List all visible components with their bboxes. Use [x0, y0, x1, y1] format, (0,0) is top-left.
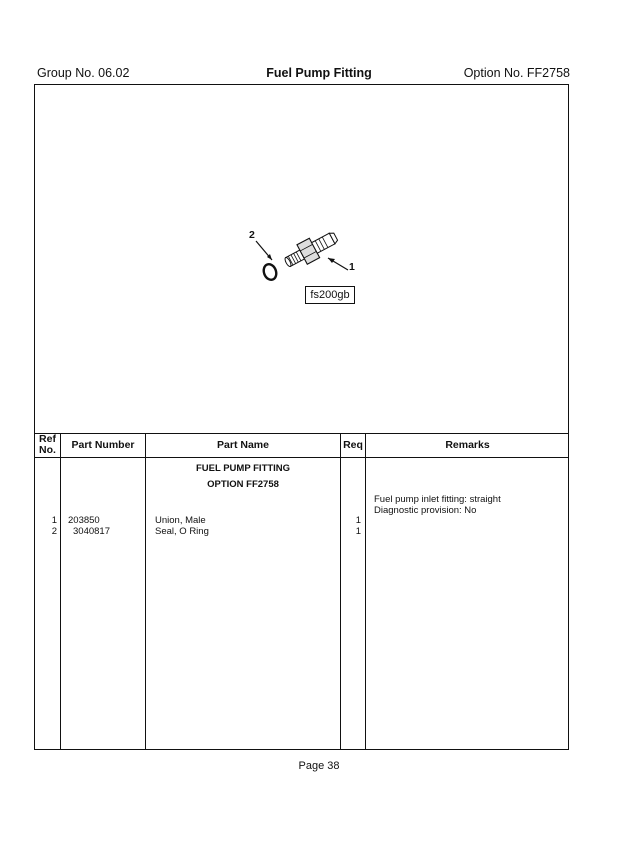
col-header-req: Req — [343, 439, 363, 451]
callout-2-label: 2 — [249, 229, 255, 241]
row-req: 1 — [355, 526, 361, 537]
male-union-part — [281, 227, 341, 273]
table-top-line — [34, 433, 569, 434]
group-number: Group No. 06.02 — [37, 66, 130, 80]
section-title: FUEL PUMP FITTING — [195, 463, 291, 474]
section-option: OPTION FF2758 — [207, 479, 279, 490]
table-header-line — [34, 457, 569, 458]
row-part-number: 203850 — [68, 515, 100, 526]
col-divider-ref — [60, 433, 61, 750]
col-header-part-number: Part Number — [71, 439, 135, 451]
row-ref: 2 — [51, 526, 57, 537]
remarks-line: Fuel pump inlet fitting: straight — [374, 494, 501, 505]
page-number: Page 38 — [298, 760, 340, 772]
col-divider-req — [365, 433, 366, 750]
page-title: Fuel Pump Fitting — [266, 66, 372, 80]
page-frame — [34, 84, 569, 750]
row-part-number: 3040817 — [73, 526, 110, 537]
row-req: 1 — [355, 515, 361, 526]
callout-1-label: 1 — [349, 261, 355, 273]
row-part-name: Seal, O Ring — [155, 526, 209, 537]
option-number: Option No. FF2758 — [463, 66, 570, 80]
col-header-part-name: Part Name — [217, 439, 269, 451]
col-header-ref: Ref No. — [39, 433, 56, 456]
row-ref: 1 — [51, 515, 57, 526]
col-header-remarks: Remarks — [445, 439, 490, 451]
o-ring-part — [262, 262, 279, 281]
col-divider-partname — [340, 433, 341, 750]
remarks-line: Diagnostic provision: No — [374, 505, 477, 516]
figure-label: fs200gb — [305, 286, 355, 304]
row-part-name: Union, Male — [155, 515, 206, 526]
